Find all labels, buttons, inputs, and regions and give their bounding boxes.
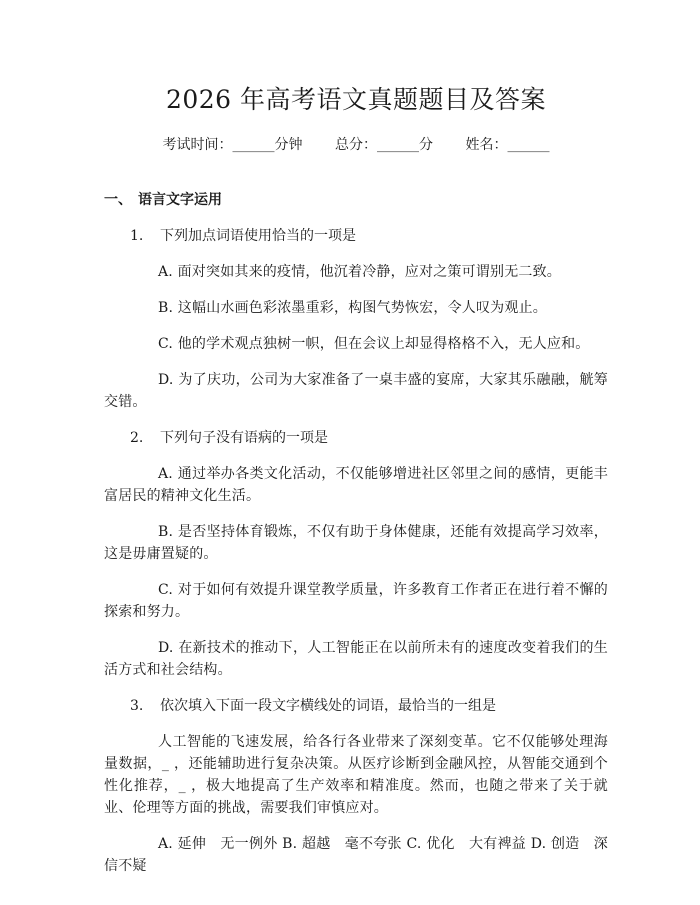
section-heading [104,189,608,211]
question-stem [104,427,608,449]
page-title: 2026 年高考语文真题题目及答案 [165,85,547,114]
exam-time-field: 考试时间：______分钟 [162,137,303,153]
question-stem [104,225,608,247]
total-score-field: 总分：______分 [335,137,433,153]
option-b: B. 这幅山水画色彩浓墨重彩，构图气势恢宏，令人叹为观止。 [158,300,547,316]
option-c: C. 他的学术观点独树一帜，但在会议上却显得格格不入，无人应和。 [158,336,590,352]
question-text: 下列加点词语使用恰当的一项是 [160,228,356,244]
answer-choices: A. 延伸 无一例外 B. 超越 毫不夸张 C. 优化 大有裨益 D. 创造 深信不疑 [104,836,608,874]
option-b: B. 是否坚持体育锻炼，不仅有助于身体健康，还能有效提高学习效率，这是毋庸置疑的。 [104,524,608,562]
option-c: C. 对于如何有效提升课堂教学质量，许多教育工作者正在进行着不懈的探索和努力。 [104,582,608,620]
option-d: D. 为了庆功，公司为大家准备了一桌丰盛的宴席，大家其乐融融，觥筹交错。 [104,372,608,410]
exam-info [104,134,608,156]
student-name-field: 姓名：______ [465,137,550,153]
option-d: D. 在新技术的推动下，人工智能正在以前所未有的速度改变着我们的生活方式和社会结构。 [104,640,608,678]
question-number: 1. [130,228,144,244]
question-passage: 人工智能的飞速发展，给各行各业带来了深刻变革。它不仅能够处理海量数据，_ ，还能辅助进行复杂决策。从医疗诊断到金融风控，从智能交通到个性化推荐，_ ，极大地提高了生产效率和精准度。然而，也随之带来了关于就业、伦理等方面的挑战，需要我们审慎应对。 [104,734,608,816]
question-number: 3. [130,698,144,714]
question-number: 2. [130,430,144,446]
section-number: 一、 [104,192,132,208]
question-text: 依次填入下面一段文字横线处的词语，最恰当的一组是 [160,698,496,714]
option-a: A. 通过举办各类文化活动，不仅能够增进社区邻里之间的感情，更能丰富居民的精神文化生活。 [104,466,608,504]
question-text: 下列句子没有语病的一项是 [160,430,328,446]
option-a: A. 面对突如其来的疫情，他沉着冷静，应对之策可谓别无二致。 [158,264,562,280]
question-stem [104,695,608,717]
section-title: 语言文字运用 [138,192,222,208]
